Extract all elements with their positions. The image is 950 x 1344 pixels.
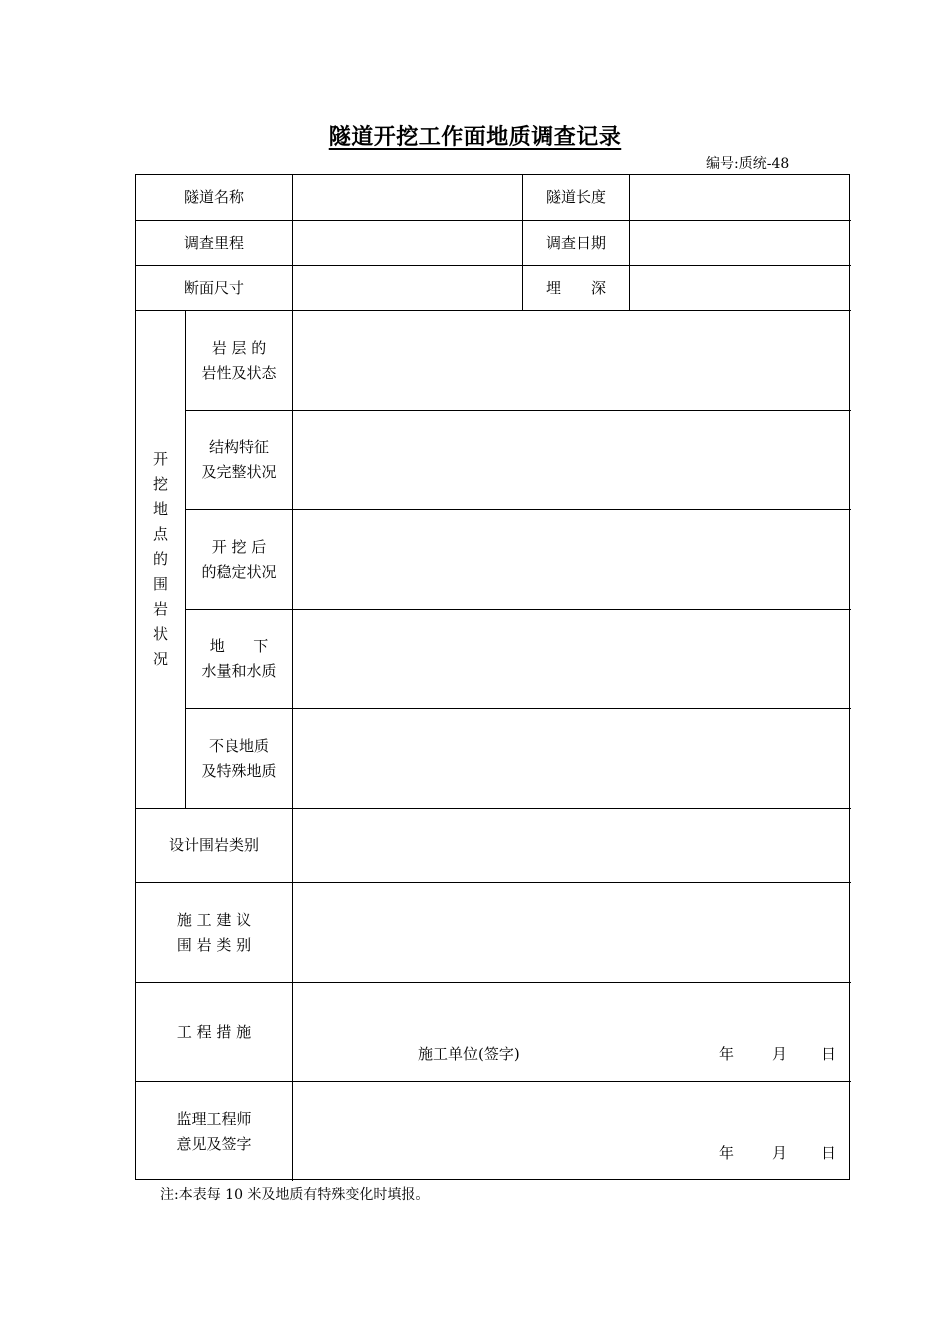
adverse-geology-label-line2: 及特殊地质	[201, 761, 277, 780]
design-rock-class-label: 设计围岩类别	[168, 836, 259, 854]
tunnel-length-field[interactable]	[630, 175, 851, 220]
groundwater-label-line2: 水量和水质	[201, 662, 277, 680]
burial-depth-field[interactable]	[630, 266, 851, 310]
lithology-field[interactable]	[293, 311, 851, 410]
structure-label-line2: 及完整状况	[201, 463, 277, 481]
form-title: 隧道开挖工作面地质调查记录	[328, 124, 622, 150]
group-char: 围	[152, 575, 168, 593]
rock-condition-group-label	[136, 311, 185, 808]
supervisor-label-line2: 意见及签字	[176, 1134, 252, 1153]
group-char: 况	[152, 650, 168, 668]
engineering-measures-label: 工 程 措 施	[176, 1022, 252, 1041]
survey-form-table	[135, 174, 850, 1180]
supervisor-day-label: 日	[821, 1144, 837, 1162]
survey-chainage-field[interactable]	[293, 221, 522, 265]
tunnel-length-label: 隧道长度	[545, 188, 606, 206]
burial-depth-label	[523, 266, 629, 310]
structure-field[interactable]	[293, 411, 851, 509]
section-size-field[interactable]	[293, 266, 522, 310]
burial-depth-label-part2: 深	[591, 278, 607, 297]
structure-label-line1: 结构特征	[208, 438, 269, 456]
lithology-label	[186, 311, 292, 410]
supervisor-year-label: 年	[719, 1144, 735, 1162]
groundwater-label-line1: 地 下	[209, 637, 269, 655]
stability-label-line1: 开 挖 后	[211, 537, 267, 556]
stability-field[interactable]	[293, 510, 851, 609]
footnote: 注:本表每 10 米及地质有特殊变化时填报。	[160, 1187, 430, 1203]
lithology-label-line1: 岩 层 的	[211, 338, 267, 357]
group-char: 岩	[152, 600, 168, 618]
group-char: 点	[152, 525, 168, 543]
stability-label-line2: 的稳定状况	[201, 562, 277, 581]
measures-year-label: 年	[719, 1045, 735, 1063]
suggested-rock-class-label	[136, 883, 292, 982]
structure-label	[186, 411, 292, 509]
measures-month-label: 月	[772, 1045, 788, 1063]
tunnel-name-field[interactable]	[293, 175, 522, 220]
group-char: 开	[152, 450, 168, 468]
adverse-geology-label	[186, 709, 292, 808]
section-size-label: 断面尺寸	[183, 278, 244, 297]
groundwater-label	[186, 610, 292, 708]
adverse-geology-label-line1: 不良地质	[208, 736, 269, 755]
group-char: 地	[152, 500, 168, 518]
form-code: 编号:质统-48	[706, 156, 790, 172]
suggested-rock-class-line2: 围 岩 类 别	[176, 935, 252, 954]
supervisor-month-label: 月	[772, 1144, 788, 1162]
suggested-rock-class-field[interactable]	[293, 883, 851, 982]
suggested-rock-class-line1: 施 工 建 议	[176, 910, 252, 929]
group-char: 挖	[152, 475, 168, 493]
construction-unit-signature-label: 施工单位(签字)	[418, 1045, 520, 1063]
tunnel-name-label: 隧道名称	[183, 188, 244, 206]
lithology-label-line2: 岩性及状态	[201, 363, 277, 382]
adverse-geology-field[interactable]	[293, 709, 851, 808]
supervisor-label-line1: 监理工程师	[176, 1109, 252, 1128]
group-char: 状	[152, 625, 168, 643]
measures-day-label: 日	[821, 1045, 837, 1063]
survey-date-field[interactable]	[630, 221, 851, 265]
survey-chainage-label: 调查里程	[183, 233, 244, 252]
group-char: 的	[152, 550, 168, 568]
supervisor-opinion-field[interactable]	[293, 1082, 851, 1181]
stability-label	[186, 510, 292, 609]
engineering-measures-field[interactable]	[293, 983, 851, 1081]
survey-date-label: 调查日期	[545, 233, 606, 252]
burial-depth-label-part1: 埋	[545, 278, 561, 297]
groundwater-field[interactable]	[293, 610, 851, 708]
supervisor-opinion-label	[136, 1082, 292, 1181]
design-rock-class-field[interactable]	[293, 809, 851, 882]
